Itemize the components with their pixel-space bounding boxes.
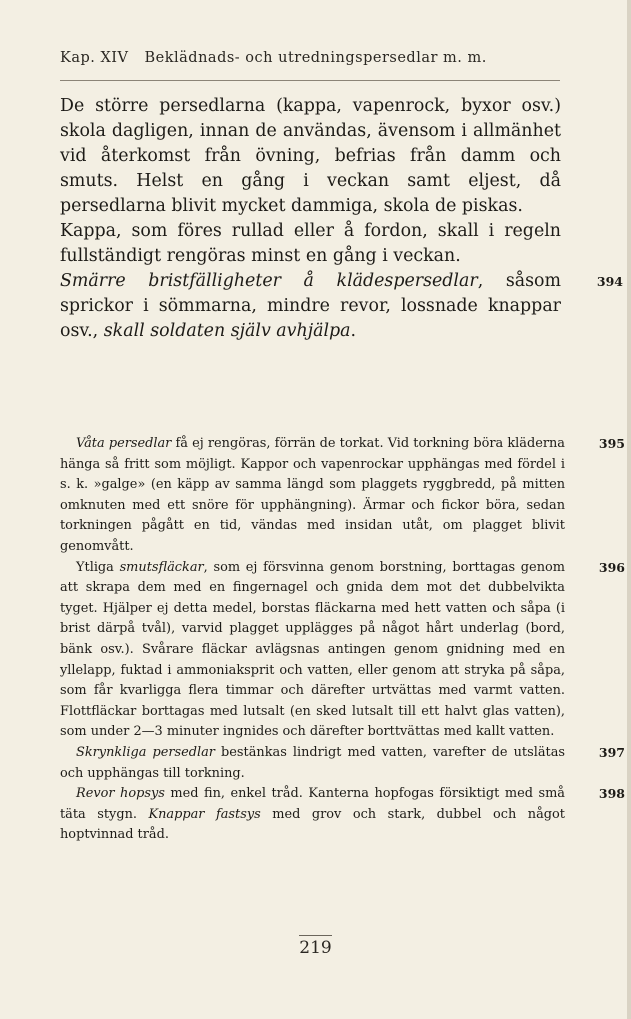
- paragraph: Våta persedlar få ej rengöras, förrän de torkat. Vid torkning böra kläderna hänga så fritt som möjligt. Kappor och vapenrockar upphängas med fördel i s. k. »galge» (en käpp av samma längd som plaggets ryggbredd, på mitten omknuten med ett snöre för upphängning). Ärmar och fickor böra, sedan torkningen pågått en tid, vändas med insidan utåt, om plagget blivit genomvått. 395: [60, 436, 625, 554]
- italic-phrase: skall soldaten själv avhjälpa: [103, 321, 351, 341]
- italic-phrase: Knappar fastsys: [148, 806, 261, 822]
- paragraph: Smärre bristfälligheter å klädespersedlar, såsom sprickor i sömmarna, mindre revor, lossnade knappar osv., skall soldaten själv avhjälpa. 394: [60, 271, 623, 341]
- header-rule: [60, 80, 560, 81]
- italic-phrase: Revor hopsys: [76, 786, 165, 802]
- chapter-label: Kap. XIV: [60, 50, 129, 66]
- italic-phrase: Våta persedlar: [76, 436, 172, 451]
- marginal-number: 395: [598, 436, 625, 451]
- running-header: [60, 50, 560, 66]
- paragraph: Skrynkliga persedlar bestänkas lindrigt med vatten, varefter de utslätas och upphängas till torkning. 397: [60, 744, 625, 781]
- paragraph: Kappa, som föres rullad eller å fordon, skall i regeln fullständigt rengöras minst en gång i veckan.: [60, 221, 561, 266]
- italic-phrase: Smärre bristfälligheter å klädespersedlar: [60, 271, 478, 291]
- page-edge: [627, 0, 631, 1019]
- paragraph: Revor hopsys med fin, enkel tråd. Kanterna hopfogas försiktigt med små täta stygn. Knappar fastsys med grov och stark, dubbel och något hoptvinnad tråd. 398: [60, 786, 625, 843]
- italic-phrase: Skrynkliga persedlar: [76, 744, 215, 760]
- marginal-number: 396: [598, 559, 625, 575]
- page-number: 219: [0, 938, 631, 958]
- marginal-number: 397: [598, 744, 625, 760]
- paragraph: Ytliga smutsfläckar, som ej försvinna genom borstning, borttagas genom att skrapa dem med en fingernagel och gnida dem mot det dubbelvikta tyget. Hjälper ej detta medel, borstas fläckarna med hett vatten och såpa (i brist därpå tvål), varvid plagget upplägges på något hårt underlag (bord, bänk osv.). Svårare fläckar avlägsnas antingen genom gnidning med en yllelapp, fuktad i ammoniaksprit och vatten, eller genom att stryka på såpa, som får kvarligga flera timmar och därefter urtvättas med varmt vatten. Flottfläckar borttagas med lutsalt (en sked lutsalt till ett halvt glas vatten), som under 2—3 minuter ingnides och därefter borttvättas med kallt vatten. 396: [60, 559, 625, 740]
- marginal-number: 394: [596, 274, 623, 289]
- marginal-number: 398: [598, 786, 625, 802]
- main-text: [60, 94, 623, 344]
- italic-phrase: smutsfläckar: [119, 559, 204, 575]
- small-print-text: [60, 434, 625, 846]
- header-title: Beklädnads- och utredningspersedlar m. m.: [144, 50, 487, 66]
- paragraph: De större persedlarna (kappa, vapenrock, byxor osv.) skola dagligen, innan de användas, ävensom i allmänhet vid återkomst från övning, befrias från damm och smuts. Helst en gång i veckan samt eljest, då persedlarna blivit mycket dammiga, skola de piskas.: [60, 96, 561, 216]
